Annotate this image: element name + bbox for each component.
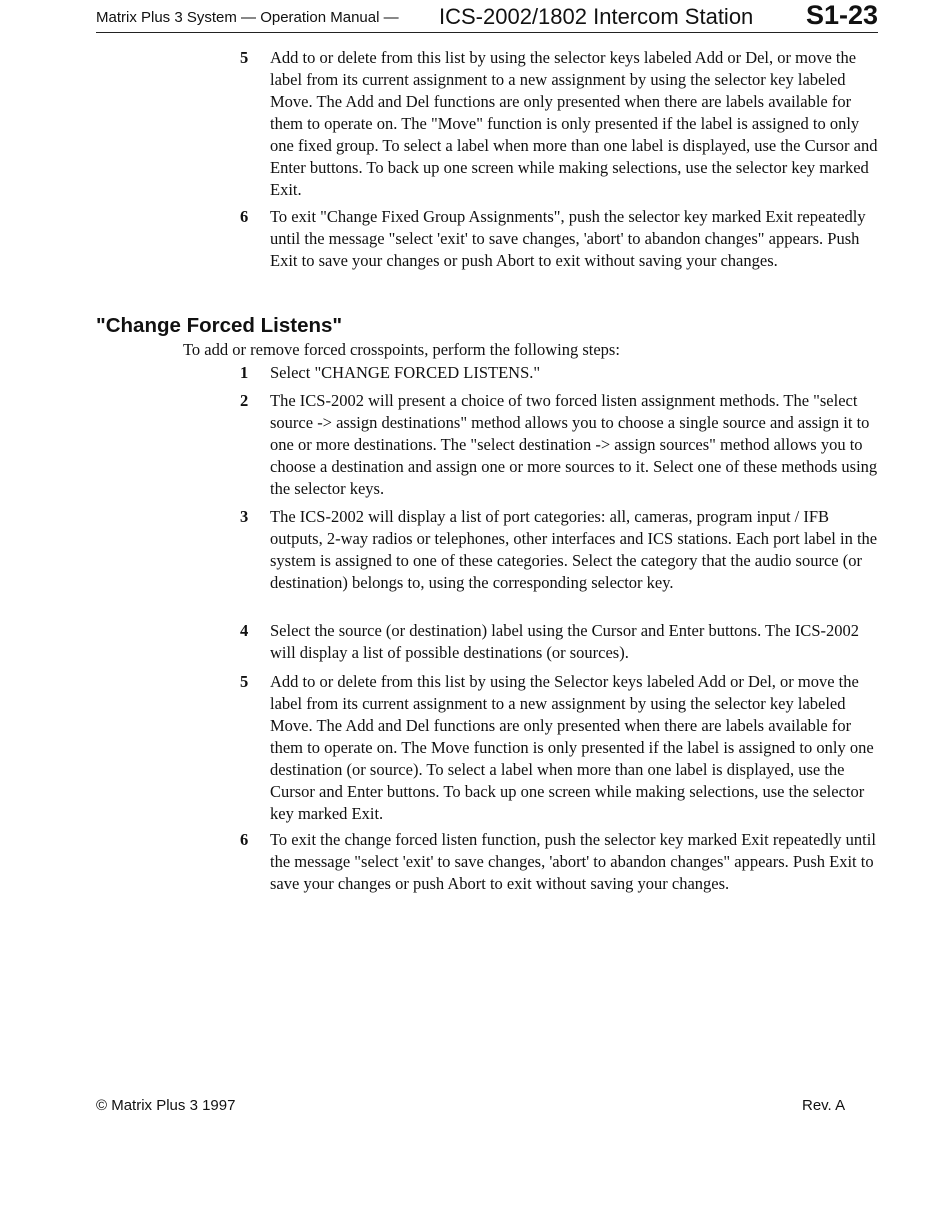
fixed-group-step-5 (240, 47, 880, 201)
step-text: To exit "Change Fixed Group Assignments", push the selector key marked Exit repeatedly until the message "select 'exit' to save changes, 'abort' to abandon changes" appears. Push Exit to save your changes or push Abort to exit without saving your changes. (270, 207, 866, 270)
step-text: Add to or delete from this list by using the Selector keys labeled Add or Del, or move the label from its current assignment to a new assignment by using the selector key labeled Move. The Add and Del functions are only presented when there are labels available for them to operate on. The Move function is only presented if the label is assigned to only one destination (or source). To select a label when more than one label is displayed, use the Cursor and Enter buttons. To back up one screen while making selections, use the selector key marked Exit. (270, 672, 874, 823)
forced-listen-step-4 (240, 620, 880, 664)
page-header (96, 0, 878, 33)
revision-label: Rev. A (802, 1097, 846, 1114)
step-number: 6 (240, 830, 249, 849)
copyright-notice: © Matrix Plus 3 1997 (96, 1097, 236, 1114)
step-number: 2 (240, 391, 249, 410)
header-product-title: ICS-2002/1802 Intercom Station (439, 4, 754, 29)
header-manual-title: Matrix Plus 3 System — Operation Manual — (96, 9, 399, 26)
forced-listen-step-6 (240, 829, 880, 895)
page-number: S1-23 (805, 0, 878, 30)
step-number: 1 (240, 363, 249, 382)
forced-listen-step-2 (240, 390, 880, 500)
forced-listen-step-1 (240, 362, 880, 384)
step-text: Select the source (or destination) label using the Cursor and Enter buttons. The ICS-2002 will display a list of possible destinations (or sources). (270, 621, 859, 662)
section-intro: To add or remove forced crosspoints, perform the following steps: (183, 340, 620, 359)
step-text: Select "CHANGE FORCED LISTENS." (270, 363, 541, 382)
step-text: The ICS-2002 will present a choice of two forced listen assignment methods. The "select source -> assign destinations" method allows you to choose a single source and assign it to one or more destinations. The "select destination -> assign sources" method allows you to choose a destination and assign one or more sources to it. Select one of these methods using the selector keys. (270, 391, 878, 498)
forced-listen-step-3 (240, 506, 880, 594)
step-text: To exit the change forced listen function, push the selector key marked Exit repeatedly until the message "select 'exit' to save changes, 'abort' to abandon changes" appears. Push Exit to save your changes or push Abort to exit without saving your changes. (270, 830, 876, 893)
step-number: 5 (240, 48, 249, 67)
section-heading: "Change Forced Listens" (96, 314, 343, 337)
step-text: Add to or delete from this list by using the selector keys labeled Add or Del, or move the label from its current assignment to a new assignment by using the selector key labeled Move. The Add and Del functions are only presented when there are labels available for them to operate on. The "Move" function is only presented if the label is assigned to only one fixed group. To select a label when more than one label is displayed, use the Cursor and Enter buttons. To back up one screen while making selections, use the selector key marked Exit. (270, 48, 878, 199)
forced-listen-step-5 (240, 671, 880, 825)
step-text: The ICS-2002 will display a list of port categories: all, cameras, program input / IFB outputs, 2-way radios or telephones, other interfaces and ICS stations. Each port label in the system is assigned to one of these categories. Select the category that the audio source (or destination) belongs to, using the corresponding selector key. (270, 507, 878, 592)
step-number: 6 (240, 207, 249, 226)
step-number: 4 (240, 621, 249, 640)
step-number: 5 (240, 672, 249, 691)
fixed-group-step-6 (240, 206, 880, 272)
step-number: 3 (240, 507, 249, 526)
